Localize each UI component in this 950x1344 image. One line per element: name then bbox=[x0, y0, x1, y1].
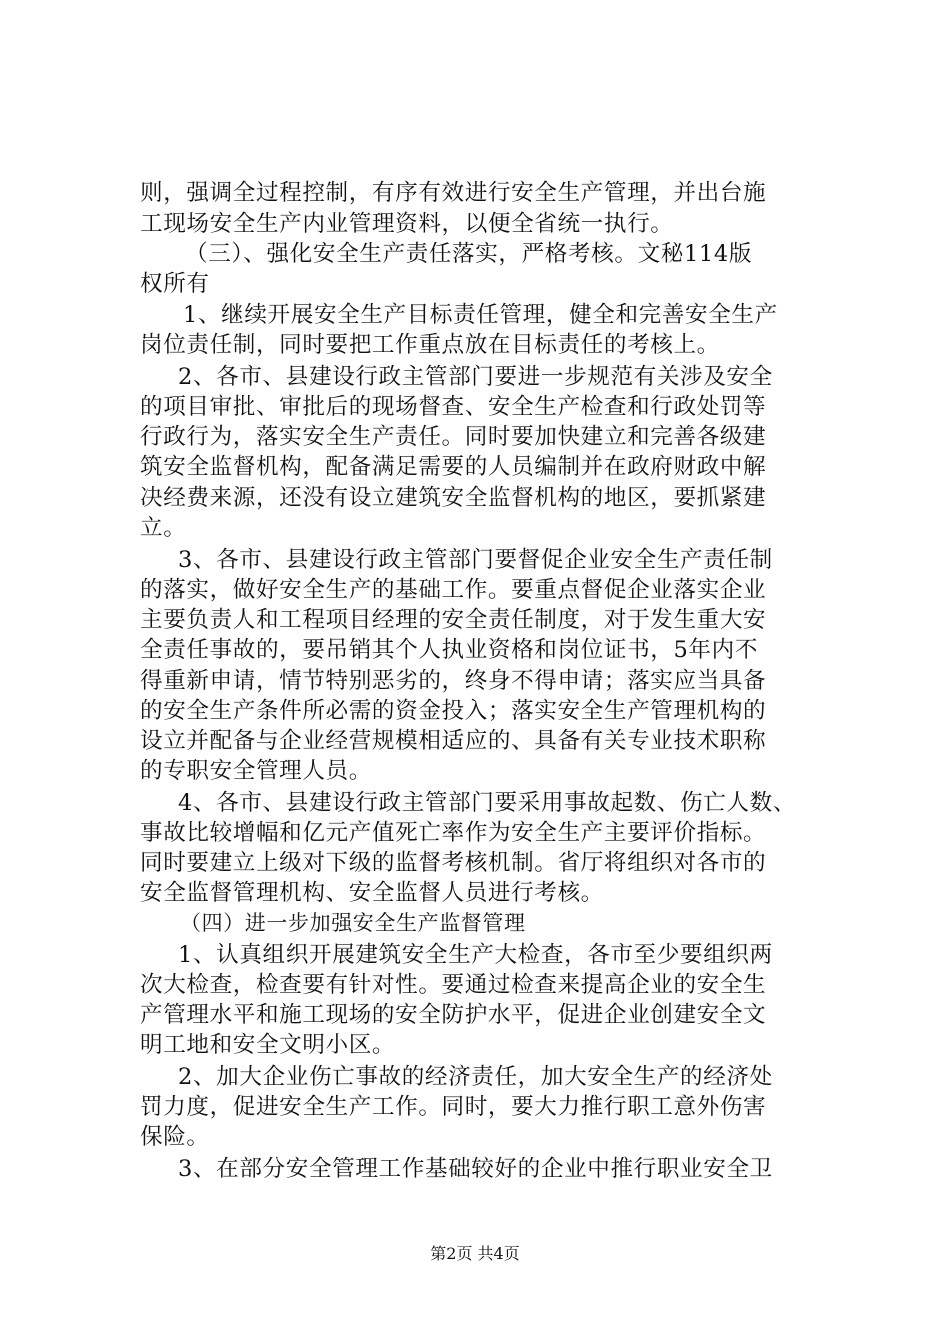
text-line: 行政行为，落实安全生产责任。同时要加快建立和完善各级建 bbox=[140, 424, 767, 450]
text-line: 次大检查，检查要有针对性。要通过检查来提高企业的安全生 bbox=[140, 972, 767, 998]
text-line: 全责任事故的，要吊销其个人执业资格和岗位证书，5年内不 bbox=[140, 637, 759, 663]
text-line: 2、各市、县建设行政主管部门要进一步规范有关涉及安全 bbox=[178, 364, 773, 390]
text-line: 则，强调全过程控制，有序有效进行安全生产管理，并出台施 bbox=[140, 180, 767, 206]
text-line: 的安全生产条件所必需的资金投入；落实安全生产管理机构的 bbox=[140, 698, 767, 724]
text-line: 2、加大企业伤亡事故的经济责任，加大安全生产的经济处 bbox=[178, 1064, 773, 1090]
text-line: 权所有 bbox=[140, 271, 210, 297]
text-line: 得重新申请，情节特别恶劣的，终身不得申请；落实应当具备 bbox=[140, 668, 767, 694]
text-line: 事故比较增幅和亿元产值死亡率作为安全生产主要评价指标。 bbox=[140, 820, 767, 846]
text-line: 明工地和安全文明小区。 bbox=[140, 1032, 396, 1058]
text-line: 安全监督管理机构、安全监督人员进行考核。 bbox=[140, 880, 604, 906]
text-line: 设立并配备与企业经营规模相适应的、具备有关专业技术职称 bbox=[140, 728, 767, 754]
text-line: 保险。 bbox=[140, 1124, 210, 1150]
text-line: 岗位责任制，同时要把工作重点放在目标责任的考核上。 bbox=[140, 332, 720, 358]
text-line: 决经费来源，还没有设立建筑安全监督机构的地区，要抓紧建 bbox=[140, 485, 767, 511]
text-line: 同时要建立上级对下级的监督考核机制。省厅将组织对各市的 bbox=[140, 850, 767, 876]
text-line: 立。 bbox=[140, 515, 187, 541]
text-line: 的项目审批、审批后的现场督查、安全生产检查和行政处罚等 bbox=[140, 394, 767, 420]
text-line: 罚力度，促进安全生产工作。同时，要大力推行职工意外伤害 bbox=[140, 1094, 767, 1120]
text-line: 3、各市、县建设行政主管部门要督促企业安全生产责任制 bbox=[178, 547, 773, 573]
text-line: 工现场安全生产内业管理资料，以便全省统一执行。 bbox=[140, 211, 674, 237]
page-footer: 第2页 共4页 bbox=[430, 1244, 520, 1263]
text-line: 的专职安全管理人员。 bbox=[140, 758, 372, 784]
text-line: 1、继续开展安全生产目标责任管理，健全和完善安全生产 bbox=[183, 302, 778, 328]
text-line: 主要负责人和工程项目经理的安全责任制度，对于发生重大安 bbox=[140, 607, 767, 633]
text-line: 1、认真组织开展建筑安全生产大检查，各市至少要组织两 bbox=[178, 942, 773, 968]
text-line: 4、各市、县建设行政主管部门要采用事故起数、伤亡人数、 bbox=[178, 790, 797, 816]
text-line: 3、在部分安全管理工作基础较好的企业中推行职业安全卫 bbox=[178, 1156, 773, 1182]
section-heading: （三）、强化安全生产责任落实，严格考核。文秘114版 bbox=[185, 241, 753, 267]
text-line: 产管理水平和施工现场的安全防护水平，促进企业创建安全文 bbox=[140, 1002, 767, 1028]
text-line: 的落实，做好安全生产的基础工作。要重点督促企业落实企业 bbox=[140, 577, 767, 603]
section-heading: （四）进一步加强安全生产监督管理 bbox=[180, 911, 526, 935]
text-line: 筑安全监督机构，配备满足需要的人员编制并在政府财政中解 bbox=[140, 454, 767, 480]
